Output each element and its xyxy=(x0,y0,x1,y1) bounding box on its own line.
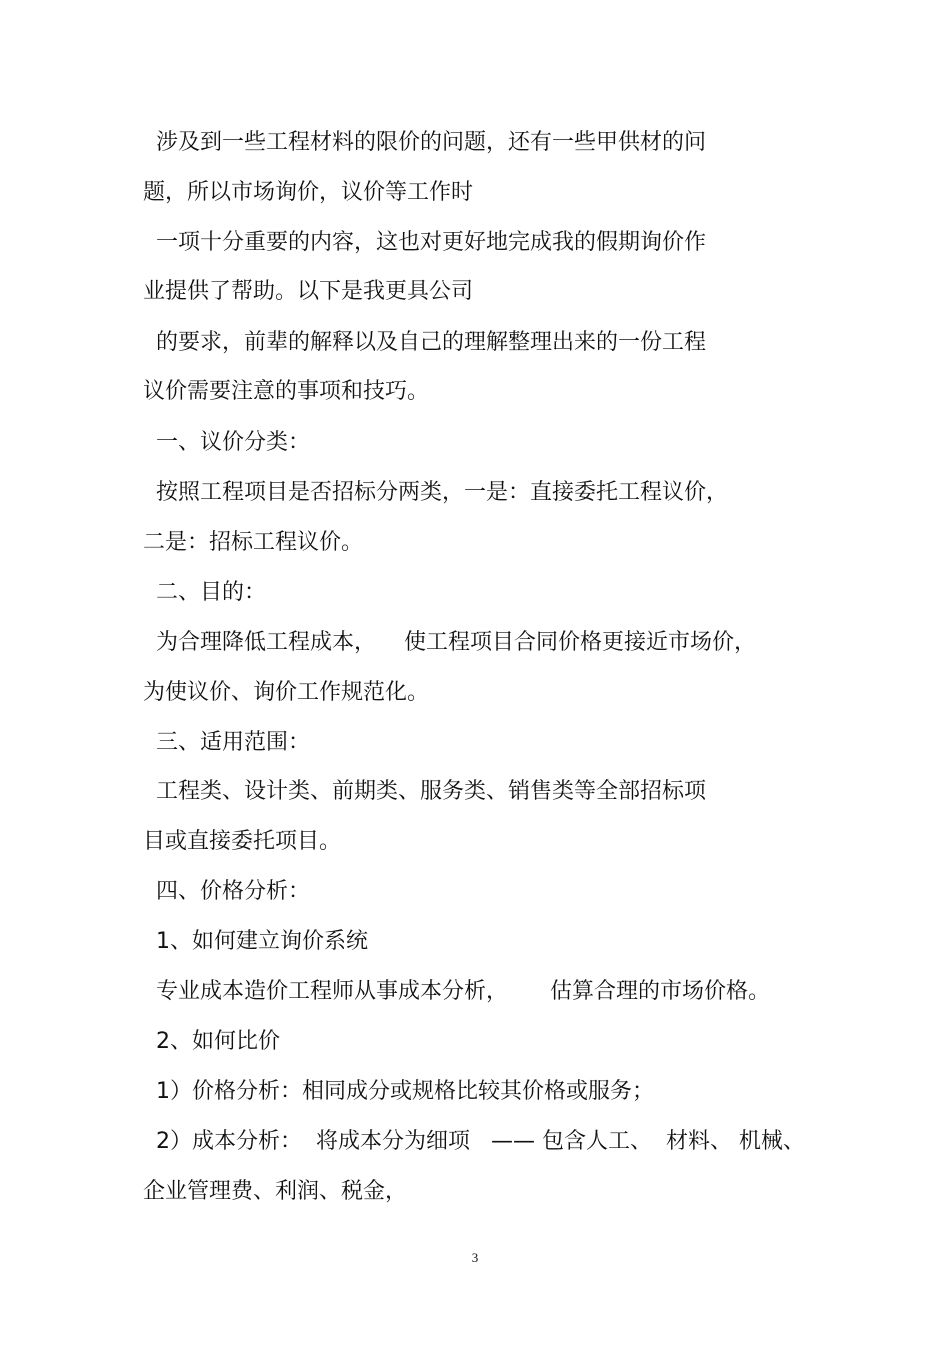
text-line: 按照工程项目是否招标分两类，一是：直接委托工程议价， xyxy=(156,480,729,505)
text-line: 业提供了帮助。以下是我更具公司 xyxy=(143,279,474,304)
page-number: 3 xyxy=(471,1250,479,1265)
text-line: 为合理降低工程成本， 使工程项目合同价格更接近市场价， xyxy=(156,630,756,655)
text-line: 议价需要注意的事项和技巧。 xyxy=(143,379,430,404)
section-heading: 三、适用范围： xyxy=(156,730,311,755)
numbered-item: 1、如何建立询价系统 xyxy=(156,929,368,954)
text-line: 专业成本造价工程师从事成本分析， 估算合理的市场价格。 xyxy=(156,979,770,1004)
section-heading: 二、目的： xyxy=(156,580,267,605)
text-line: 一项十分重要的内容，这也对更好地完成我的假期询价作 xyxy=(156,230,707,255)
section-heading: 一、议价分类： xyxy=(156,430,311,455)
text-line: 涉及到一些工程材料的限价的问题，还有一些甲供材的问 xyxy=(156,130,707,155)
text-line: 工程类、设计类、前期类、服务类、销售类等全部招标项 xyxy=(156,779,707,804)
text-line: 题，所以市场询价，议价等工作时 xyxy=(143,180,474,205)
section-heading: 四、价格分析： xyxy=(156,879,311,904)
numbered-item: 2）成本分析： 将成本分为细项 —— 包含人工、 材料、 机械、 xyxy=(156,1129,805,1154)
numbered-item: 2、如何比价 xyxy=(156,1029,280,1054)
text-line: 为使议价、询价工作规范化。 xyxy=(143,680,430,705)
text-line: 的要求，前辈的解释以及自己的理解整理出来的一份工程 xyxy=(156,330,707,355)
text-line: 目或直接委托项目。 xyxy=(143,829,342,854)
numbered-item: 1）价格分析：相同成分或规格比较其价格或服务； xyxy=(156,1079,654,1104)
text-line: 二是：招标工程议价。 xyxy=(143,530,364,555)
text-line: 企业管理费、利润、税金， xyxy=(143,1179,408,1204)
